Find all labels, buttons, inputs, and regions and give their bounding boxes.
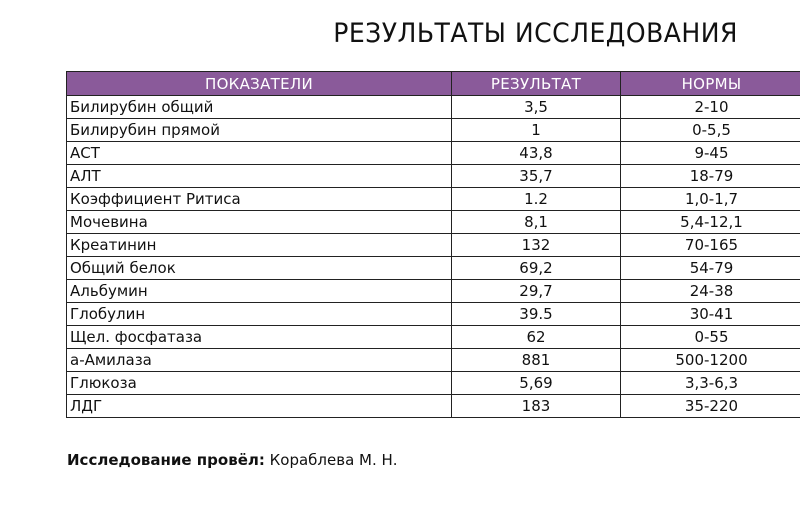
footer-label: Исследование провёл: (67, 451, 265, 469)
result-value-cell: 69,2 (452, 257, 621, 280)
table-row (67, 211, 800, 234)
result-value-cell: 5,69 (452, 372, 621, 395)
table-row (67, 303, 800, 326)
page-title-text: РЕЗУЛЬТАТЫ ИССЛЕДОВАНИЯ (333, 18, 739, 49)
table-row (67, 395, 800, 418)
table-body (67, 96, 800, 418)
result-value-cell: 8,1 (452, 211, 621, 234)
column-header-result: РЕЗУЛЬТАТ (452, 72, 621, 96)
norm-range-cell: 24-38 (621, 280, 800, 303)
norm-range-cell: 0-55 (621, 326, 800, 349)
result-value-cell: 62 (452, 326, 621, 349)
column-header-norms: НОРМЫ (621, 72, 800, 96)
norm-range-cell: 18-79 (621, 165, 800, 188)
result-value-cell: 39.5 (452, 303, 621, 326)
table-row (67, 372, 800, 395)
result-value-cell: 183 (452, 395, 621, 418)
norm-range-cell: 30-41 (621, 303, 800, 326)
norm-range-cell: 5,4-12,1 (621, 211, 800, 234)
table-row (67, 257, 800, 280)
result-value-cell: 881 (452, 349, 621, 372)
indicator-name-cell: Мочевина (67, 211, 452, 234)
norm-range-cell: 35-220 (621, 395, 800, 418)
table-row (67, 326, 800, 349)
indicator-name-cell: Щел. фосфатаза (67, 326, 452, 349)
table-row (67, 188, 800, 211)
norm-range-cell: 500-1200 (621, 349, 800, 372)
results-table (66, 71, 800, 418)
norm-range-cell: 54-79 (621, 257, 800, 280)
result-value-cell: 1.2 (452, 188, 621, 211)
indicator-name-cell: Глюкоза (67, 372, 452, 395)
table-row (67, 165, 800, 188)
result-value-cell: 1 (452, 119, 621, 142)
indicator-name-cell: АСТ (67, 142, 452, 165)
table-row (67, 119, 800, 142)
indicator-name-cell: ЛДГ (67, 395, 452, 418)
indicator-name-cell: Альбумин (67, 280, 452, 303)
table-row (67, 280, 800, 303)
norm-range-cell: 9-45 (621, 142, 800, 165)
result-value-cell: 43,8 (452, 142, 621, 165)
indicator-name-cell: Билирубин прямой (67, 119, 452, 142)
page-title (0, 18, 800, 49)
result-value-cell: 35,7 (452, 165, 621, 188)
table-row (67, 142, 800, 165)
indicator-name-cell: Креатинин (67, 234, 452, 257)
result-value-cell: 132 (452, 234, 621, 257)
norm-range-cell: 2-10 (621, 96, 800, 119)
table-row (67, 96, 800, 119)
table-row (67, 349, 800, 372)
indicator-name-cell: АЛТ (67, 165, 452, 188)
table-row (67, 234, 800, 257)
column-header-indicators: ПОКАЗАТЕЛИ (67, 72, 452, 96)
footer (67, 451, 398, 469)
indicator-name-cell: Билирубин общий (67, 96, 452, 119)
result-value-cell: 29,7 (452, 280, 621, 303)
norm-range-cell: 3,3-6,3 (621, 372, 800, 395)
indicator-name-cell: Глобулин (67, 303, 452, 326)
table-header-row (67, 72, 800, 96)
indicator-name-cell: а-Амилаза (67, 349, 452, 372)
indicator-name-cell: Общий белок (67, 257, 452, 280)
footer-value: Кораблева М. Н. (269, 451, 398, 469)
result-value-cell: 3,5 (452, 96, 621, 119)
norm-range-cell: 1,0-1,7 (621, 188, 800, 211)
indicator-name-cell: Коэффициент Ритиса (67, 188, 452, 211)
norm-range-cell: 0-5,5 (621, 119, 800, 142)
norm-range-cell: 70-165 (621, 234, 800, 257)
